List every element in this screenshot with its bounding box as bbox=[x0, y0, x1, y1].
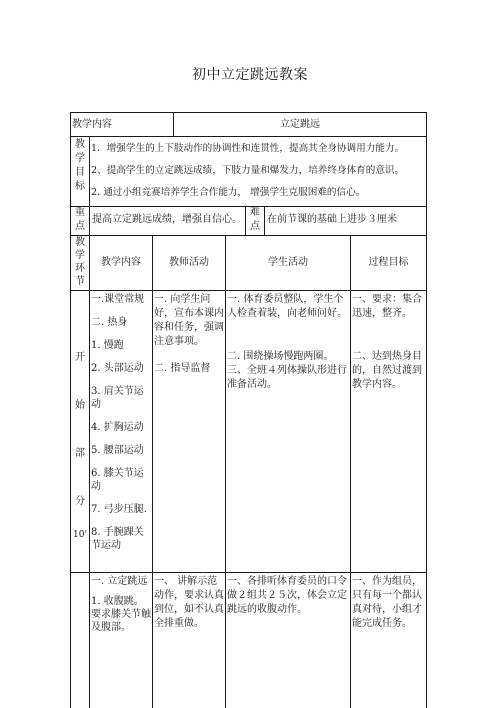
content-item: 4. 扩胸运动 bbox=[91, 422, 144, 433]
content-item: 3. 肩关节运动 bbox=[91, 386, 144, 410]
row-divider bbox=[70, 235, 427, 236]
content-item: 8. 手腕踝关节运动 bbox=[91, 527, 144, 551]
section2-goal: 一、作为组员，只有每一个都认真对待，小组才能完成任务。 bbox=[352, 576, 422, 629]
stage-char: 开 bbox=[75, 352, 85, 363]
column-divider bbox=[350, 235, 351, 708]
stage-time: 10' bbox=[73, 530, 87, 540]
process-goal: 二、达到热身目的，自然过渡到教学内容。 bbox=[352, 351, 422, 390]
objective-item: 2、提高学生的立定跳远成绩，下肢力量和爆发力，培养终身体育的意识。 bbox=[91, 165, 405, 176]
column-divider bbox=[89, 235, 90, 708]
document-title: 初中立定跳远教案 bbox=[192, 67, 308, 83]
process-goal: 一、要求：集合迅速，整齐。 bbox=[352, 294, 422, 319]
objectives-label bbox=[71, 138, 89, 194]
row-divider bbox=[70, 290, 427, 291]
section2-teacher: 一、 讲解示范动作，要求认真到位，如不认真全排重做。 bbox=[154, 576, 224, 629]
header-char: 环 bbox=[75, 263, 85, 274]
objectives-list bbox=[91, 138, 425, 204]
label-char: 教 bbox=[75, 139, 85, 150]
content-item: 2. 头部运动 bbox=[91, 363, 144, 374]
student-activity: 二. 围绕操场慢跑两圈。三、全班４列体操队形进行准备活动。 bbox=[227, 351, 347, 390]
content-item: 一.课堂常规 bbox=[91, 294, 145, 305]
content-item: 6. 膝关节运动 bbox=[91, 468, 144, 492]
header-char: 节 bbox=[75, 276, 85, 287]
column-divider bbox=[264, 206, 265, 235]
section1-student bbox=[227, 293, 349, 392]
difficulty-text: 在前节课的基础上进步３厘米 bbox=[267, 214, 397, 225]
student-activity: 一. 体育委员整队，学生个人检查着装，向老师问好。 bbox=[227, 294, 347, 319]
label-char: 点 bbox=[250, 221, 260, 232]
objective-item: 1．增强学生的上下肢动作的协调性和连贯性，提高其全身协调用力能力。 bbox=[91, 143, 405, 154]
column-divider bbox=[225, 235, 226, 708]
row-label-content: 教学内容 bbox=[72, 119, 112, 130]
table-border-right bbox=[426, 112, 427, 708]
label-char: 目 bbox=[75, 167, 85, 178]
stage-header bbox=[71, 236, 89, 288]
label-char: 难 bbox=[250, 207, 260, 218]
key-points-text: 提高立定跳远成绩，增强自信心。 bbox=[92, 214, 242, 225]
content-item: 5. 腰部运动 bbox=[91, 445, 144, 456]
label-char: 标 bbox=[75, 181, 85, 192]
difficulty-label bbox=[246, 206, 264, 234]
header-student: 学生活动 bbox=[268, 257, 308, 268]
section2-student: 一、各排听体育委员的口令做２组共２５次，体会立定跳远的收腹动作。 bbox=[227, 576, 347, 615]
header-content: 教学内容 bbox=[101, 257, 141, 268]
section1-content bbox=[91, 293, 151, 552]
header-goal: 过程目标 bbox=[368, 257, 409, 268]
content-item: 1. 收腹跳。要求膝关节触及腹部。 bbox=[91, 596, 151, 633]
row-divider bbox=[70, 136, 427, 137]
stage-char: 始 bbox=[75, 400, 85, 411]
stage-char: 部 bbox=[75, 448, 85, 459]
content-item: 7. 弓步压腿. bbox=[91, 504, 147, 515]
section1-goal bbox=[352, 293, 425, 392]
content-item: 1. 慢跑 bbox=[91, 340, 124, 351]
stage-char: 分 bbox=[75, 496, 85, 507]
column-divider bbox=[89, 136, 90, 235]
content-item: 一. 立定跳远 bbox=[91, 576, 148, 587]
header-teacher: 教师活动 bbox=[169, 257, 209, 268]
teacher-activity: 二. 指导监督 bbox=[154, 363, 211, 374]
content-item: 二. 热身 bbox=[91, 317, 128, 328]
key-points-label bbox=[71, 206, 89, 234]
section2-content bbox=[91, 575, 151, 634]
column-divider bbox=[152, 235, 153, 708]
table-border-top bbox=[70, 112, 427, 113]
teacher-activity: 一. 向学生问好，宣布本课内容和任务，强调注意事项。 bbox=[154, 294, 224, 347]
objective-item: 2. 通过小组竞赛培养学生合作能力， 增强学生克服困难的信心。 bbox=[91, 187, 366, 198]
row-divider bbox=[70, 572, 427, 573]
label-char: 学 bbox=[75, 153, 85, 164]
label-char: 重 bbox=[75, 207, 85, 218]
header-char: 教 bbox=[75, 237, 85, 248]
header-char: 学 bbox=[75, 250, 85, 261]
label-char: 点 bbox=[75, 221, 85, 232]
section1-teacher bbox=[154, 293, 225, 376]
lesson-topic: 立定跳远 bbox=[280, 119, 320, 130]
